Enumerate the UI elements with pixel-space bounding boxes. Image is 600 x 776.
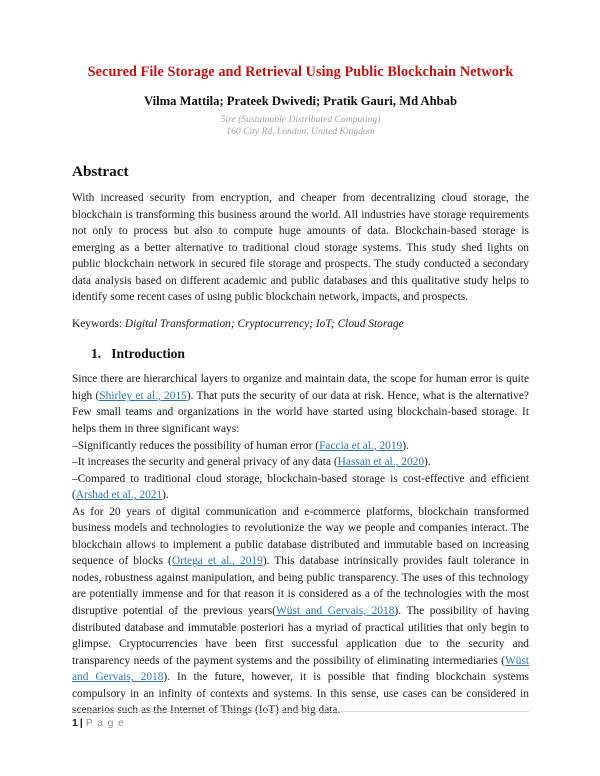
affiliation-line-2: 160 City Rd, London, United Kingdom bbox=[226, 126, 375, 137]
text-segment: ). In the future, however, it is possible that finding blockchain systems compulsory in an infinity of contexts and systems. In this sense, use cases can be considered in scenarios such as the Internet of Things (IoT) and big data. bbox=[72, 671, 529, 717]
text-segment: –It increases the security and general privacy of any data ( bbox=[72, 456, 338, 469]
affiliation-line-1: 5ire (Sustainable Distributed Computing) bbox=[220, 114, 381, 125]
text-segment: ). bbox=[162, 489, 169, 502]
section-title: Introduction bbox=[111, 346, 185, 362]
citation-link-ortega-2019[interactable]: Ortega et al., 2019 bbox=[171, 555, 263, 568]
keywords-label: Keywords: bbox=[72, 317, 125, 330]
citation-link-wust-gervais-2018-a[interactable]: Wüst and Gervais, 2018 bbox=[275, 605, 395, 618]
section-number: 1. bbox=[91, 346, 102, 362]
citation-link-shirley-2015[interactable]: Shirley et al., 2015 bbox=[99, 389, 187, 402]
footer-divider bbox=[72, 711, 529, 712]
text-segment: As for 20 years of digital communication and e-commerce platforms, blockchain transformed business models and technologies to revolutionize the way we people and companies interact. The blockchain allows to implement a public database distributed and immutable based on increasing sequence of blocks ( bbox=[72, 505, 529, 568]
page-footer bbox=[72, 717, 128, 729]
text-segment: ). This database intrinsically provides fault tolerance in nodes, robustness against manipulation, and being public transparency. The uses of this technology are potentially immense and for that reason it is considered as a of the technologies with the most disruptive potential of the previous years( bbox=[72, 555, 529, 618]
intro-paragraph-1 bbox=[72, 371, 529, 437]
authors-line: Vilma Mattila; Prateek Dwivedi; Pratik Gauri, Md Ahbab bbox=[144, 94, 457, 108]
citation-link-faccia-2019[interactable]: Faccia et al., 2019 bbox=[319, 439, 403, 452]
introduction-heading bbox=[72, 345, 529, 363]
abstract-heading: Abstract bbox=[72, 163, 129, 180]
text-segment: ). bbox=[402, 439, 409, 452]
footer-page-label: Page bbox=[85, 717, 129, 729]
text-segment: Since there are hierarchical layers to organize and maintain data, the scope for human error is quite high ( bbox=[72, 373, 529, 402]
paper-title: Secured File Storage and Retrieval Using Public Blockchain Network bbox=[87, 64, 514, 80]
abstract-body: With increased security from encryption, and cheaper from decentralizing cloud storage, the blockchain is transforming this business around the world. All industries have storage requirements not only to process but also to compute huge amounts of data. Blockchain-based storage is emerging as a better alternative to traditional cloud storage systems. This study shed lights on public blockchain network in secured file storage and prospects. The study conducted a secondary data analysis based on different academic and public databases and this qualitative study helps to identify some recent cases of using public blockchain network, impacts, and prospects. bbox=[72, 192, 529, 304]
text-segment: –Significantly reduces the possibility of human error ( bbox=[72, 439, 320, 452]
intro-bullet-1 bbox=[72, 438, 529, 455]
intro-paragraph-2 bbox=[72, 504, 529, 719]
citation-link-arshad-2021[interactable]: Arshad et al., 2021 bbox=[75, 489, 163, 502]
keywords-line bbox=[72, 316, 529, 333]
text-segment: ). bbox=[424, 456, 431, 469]
intro-bullet-3 bbox=[72, 471, 529, 504]
text-segment: –Compared to traditional cloud storage, blockchain-based storage is cost-effective and efficient ( bbox=[72, 472, 529, 502]
citation-link-wust-gervais-2018-b[interactable]: Wüst and Gervais, 2018 bbox=[72, 654, 529, 684]
page-number: 1 bbox=[72, 717, 78, 729]
text-segment: ). That puts the security of our data at risk. Hence, what is the alternative? Few small teams and organizations in the world have started using blockchain-based storage. It helps them in three significant ways: bbox=[72, 389, 529, 436]
intro-bullet-2 bbox=[72, 454, 529, 471]
footer-separator: | bbox=[79, 717, 83, 729]
keywords-value: Digital Transformation; Cryptocurrency; IoT; Cloud Storage bbox=[124, 317, 404, 330]
text-segment: ). The possibility of having distributed database and immutable posteriori has a myriad of practical utilities that only begin to glimpse. Cryptocurrencies have been first successful application due to the security and transparency needs of the payment systems and the possibility of eliminating intermediaries ( bbox=[72, 605, 529, 667]
citation-link-hassan-2020[interactable]: Hassan et al., 2020 bbox=[337, 456, 425, 469]
